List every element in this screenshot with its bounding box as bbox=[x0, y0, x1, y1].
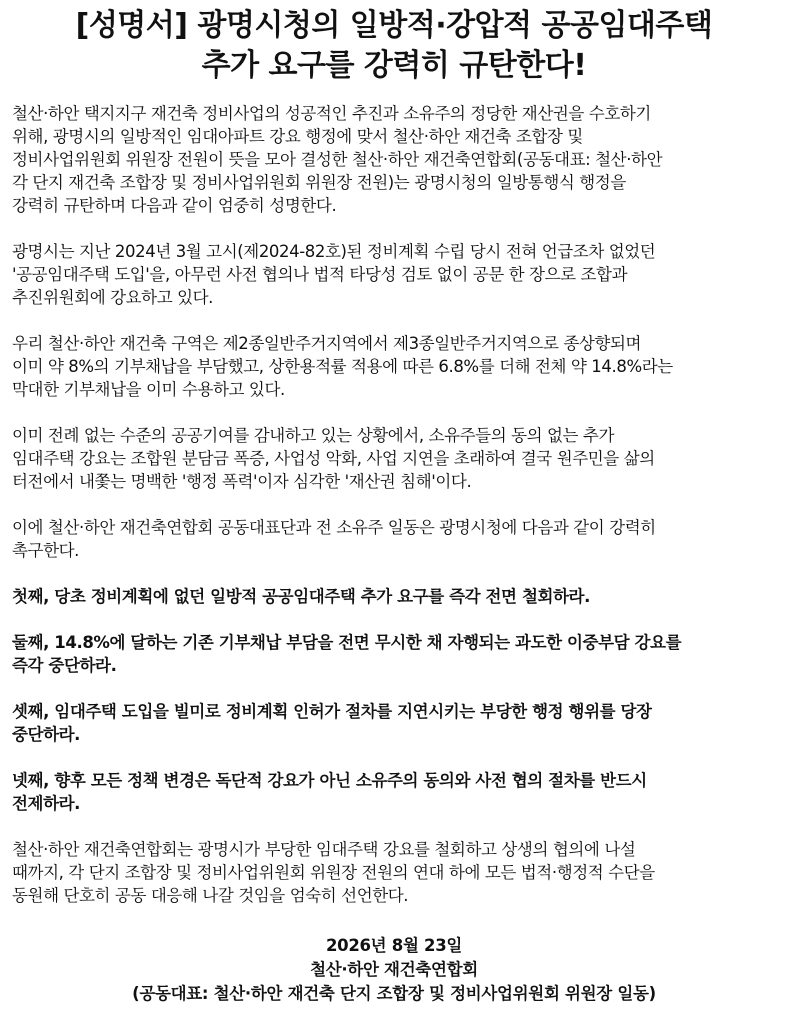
body-paragraph-4: 이미 전례 없는 수준의 공공기여를 감내하고 있는 상황에서, 소유주들의 동의 없는 추가 임대주택 강요는 조합원 분담금 폭증, 사업성 악화, 사업 지연을 초래하여 결국 원주민을 삶의 터전에서 내쫓는 명백한 '행정 폭력'이자 심각한 '재산권 침해'이다. bbox=[12, 426, 655, 491]
signature-block bbox=[0, 934, 788, 1006]
title-line-1: [성명서] 광명시청의 일방적·강압적 공공임대주택 bbox=[75, 8, 713, 43]
demand-1: 첫째, 당초 정비계획에 없던 일방적 공공임대주택 추가 요구를 즉각 전면 철회하라. bbox=[12, 587, 590, 606]
body-paragraph-3: 우리 철산·하안 재건축 구역은 제2종일반주거지역에서 제3종일반주거지역으로 종상향되며 이미 약 8%의 기부채납을 부담했고, 상한용적률 적용에 따른 6.8%를 더해 전체 약 14.8%라는 막대한 기부채납을 이미 수용하고 있다. bbox=[12, 334, 673, 399]
statement-title bbox=[12, 0, 776, 86]
body-paragraph-5: 이에 철산·하안 재건축연합회 공동대표단과 전 소유주 일동은 광명시청에 다음과 같이 강력히 촉구한다. bbox=[12, 518, 656, 560]
demand-4: 넷째, 향후 모든 정책 변경은 독단적 강요가 아닌 소유주의 동의와 사전 협의 절차를 반드시 전제하라. bbox=[12, 771, 647, 813]
closing-paragraph: 철산·하안 재건축연합회는 광명시가 부당한 임대주택 강요를 철회하고 상생의 협의에 나설 때까지, 각 단지 조합장 및 정비사업위원회 위원장 전원의 연대 하에 모든 법적·행정적 수단을 동원해 단호히 공동 대응해 나갈 것임을 엄숙히 선언한다. bbox=[12, 840, 655, 905]
statement-body bbox=[12, 102, 776, 907]
demand-2: 둘째, 14.8%에 달하는 기존 기부채납 부담을 전면 무시한 채 자행되는 과도한 이중부담 강요를 즉각 중단하라. bbox=[12, 633, 682, 675]
title-line-2: 추가 요구를 강력히 규탄한다! bbox=[201, 48, 587, 83]
body-paragraph-1: 철산·하안 택지지구 재건축 정비사업의 성공적인 추진과 소유주의 정당한 재산권을 수호하기 위해, 광명시의 일방적인 임대아파트 강요 행정에 맞서 철산·하안 재건축 조합장 및 정비사업위원회 위원장 전원이 뜻을 모아 결성한 철산·하안 재건축연합회(공동대표: 철산·하안 각 단지 재건축 조합장 및 정비사업위원회 위원장 전원)는 광명시청의 일방통행식 행정을 강력히 규탄하며 다음과 같이 엄중히 성명한다. bbox=[12, 104, 663, 215]
signatories: (공동대표: 철산·하안 재건축 단지 조합장 및 정비사업위원회 위원장 일동) bbox=[132, 984, 656, 1003]
demand-3: 셋째, 임대주택 도입을 빌미로 정비계획 인허가 절차를 지연시키는 부당한 행정 행위를 당장 중단하라. bbox=[12, 702, 652, 744]
body-paragraph-2: 광명시는 지난 2024년 3월 고시(제2024-82호)된 정비계획 수립 당시 전혀 언급조차 없었던 '공공임대주택 도입'을, 아무런 사전 협의나 법적 타당성 검토 없이 공문 한 장으로 조합과 추진위원회에 강요하고 있다. bbox=[12, 242, 656, 307]
statement-date: 2026년 8월 23일 bbox=[325, 936, 463, 955]
organization-name: 철산·하안 재건축연합회 bbox=[310, 960, 478, 979]
